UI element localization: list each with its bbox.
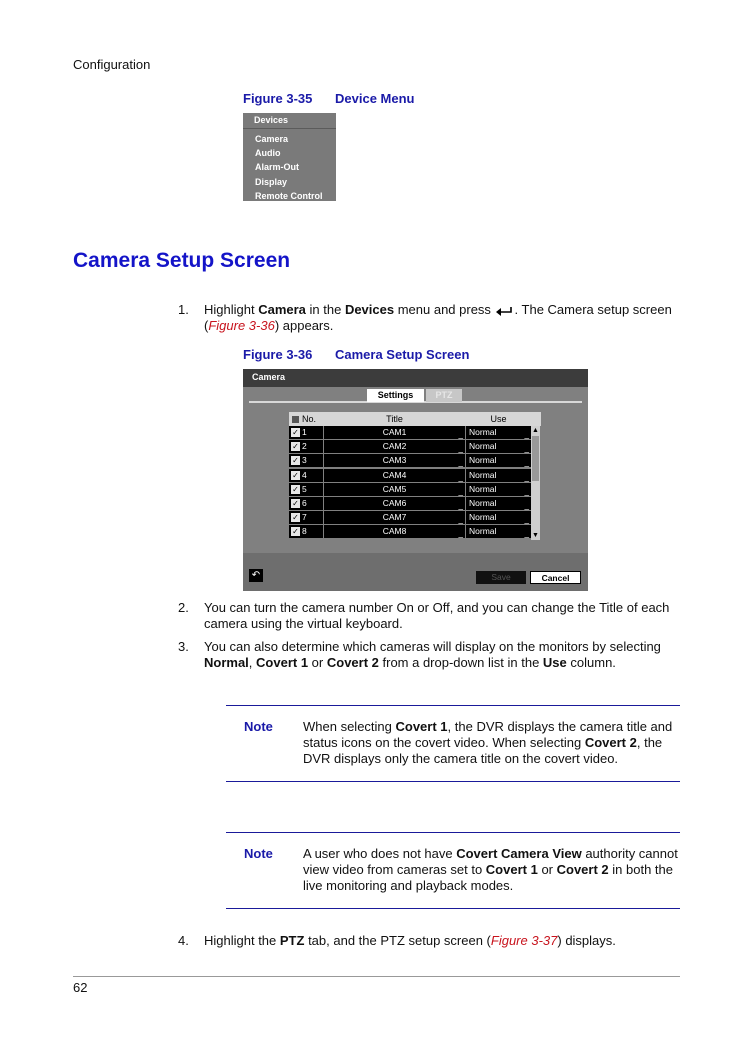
step-2: [178, 600, 688, 634]
bold-text: Covert 1: [256, 655, 309, 670]
bold-text: Devices: [344, 302, 395, 317]
bold-text: Covert 2: [326, 655, 379, 670]
bold-text: Covert 1: [395, 719, 448, 734]
checkbox-icon[interactable]: ✓: [292, 442, 299, 452]
text: A user who does not have: [303, 846, 457, 861]
use-value: Normal: [469, 526, 497, 537]
table-body: [289, 426, 541, 540]
text: menu and press: [394, 302, 495, 317]
step-number: 3.: [178, 639, 189, 654]
text: from a drop-down list in the: [378, 655, 543, 670]
tab-settings[interactable]: Settings: [367, 389, 424, 402]
text: Highlight the: [204, 933, 280, 948]
text: in the: [305, 302, 345, 317]
camera-number-cell[interactable]: [289, 511, 323, 524]
figure-number: Figure 3-35: [243, 91, 313, 106]
camera-title: CAM5: [382, 483, 407, 494]
figure-link[interactable]: Figure 3-37: [490, 933, 558, 948]
table-row[interactable]: [289, 469, 541, 483]
camera-number: 7: [302, 512, 307, 523]
edit-marker-icon: _: [458, 458, 463, 468]
menu-item-remote-control[interactable]: Remote Control: [255, 190, 323, 201]
table-row[interactable]: [289, 511, 541, 525]
note-label: Note: [244, 719, 273, 734]
use-dropdown[interactable]: [466, 454, 531, 467]
note-label: Note: [244, 846, 273, 861]
camera-number-cell[interactable]: [289, 497, 323, 510]
camera-number-cell[interactable]: [289, 483, 323, 496]
camera-title-cell[interactable]: [324, 426, 465, 439]
column-label: No.: [302, 414, 317, 424]
window-titlebar: [243, 369, 588, 387]
back-arrow-icon[interactable]: ↶: [249, 569, 263, 582]
edit-marker-icon: _: [458, 529, 463, 539]
scroll-down-icon[interactable]: ▼: [532, 532, 539, 539]
checkbox-icon[interactable]: ✓: [292, 527, 299, 537]
table-row[interactable]: [289, 483, 541, 497]
tab-ptz[interactable]: PTZ: [426, 389, 462, 402]
use-dropdown[interactable]: [466, 483, 531, 496]
camera-number: 2: [302, 441, 307, 452]
step-text: [204, 933, 684, 949]
dropdown-marker-icon: _: [524, 529, 529, 539]
dropdown-marker-icon: _: [524, 486, 529, 496]
cancel-button[interactable]: Cancel: [530, 571, 581, 584]
camera-title: CAM8: [382, 526, 407, 537]
camera-title-cell[interactable]: [324, 525, 465, 538]
bold-text: Normal: [204, 655, 249, 670]
step-text: [204, 302, 684, 334]
camera-title-cell[interactable]: [324, 497, 465, 510]
scroll-thumb[interactable]: [532, 436, 539, 481]
step-text: You can turn the camera number On or Off, and you can change the Title of each camera using the virtual keyboard.: [204, 600, 670, 631]
use-value: Normal: [469, 427, 497, 437]
camera-title: CAM6: [382, 497, 407, 508]
step-number: 2.: [178, 600, 189, 615]
text: , the DVR displays only the camera title on the covert video.: [303, 735, 663, 766]
use-value: Normal: [469, 483, 497, 494]
text: ) displays.: [557, 933, 616, 948]
text: tab, and the PTZ setup screen (: [304, 933, 491, 948]
edit-marker-icon: _: [458, 500, 463, 510]
note-top-rule: [226, 832, 680, 833]
bold-text: Use: [542, 655, 567, 670]
camera-number-cell[interactable]: [289, 525, 323, 538]
camera-title-cell[interactable]: [324, 440, 465, 453]
text: or: [537, 862, 557, 877]
text: You can also determine which cameras will display on the monitors by selecting: [204, 639, 661, 654]
camera-title: CAM1: [382, 427, 407, 437]
dropdown-marker-icon: _: [524, 500, 529, 510]
edit-marker-icon: _: [458, 472, 463, 482]
save-button[interactable]: Save: [476, 571, 526, 584]
note-top-rule: [226, 705, 680, 706]
bold-text: PTZ: [279, 933, 305, 948]
camera-number-cell[interactable]: [289, 469, 323, 482]
scrollbar[interactable]: [531, 426, 540, 540]
step-number: 1.: [178, 302, 189, 317]
menu-item-display[interactable]: Display: [255, 176, 288, 187]
camera-title-cell[interactable]: [324, 483, 465, 496]
dropdown-marker-icon: _: [524, 430, 529, 439]
camera-title: CAM7: [382, 512, 407, 523]
table-row[interactable]: [289, 426, 541, 440]
use-dropdown[interactable]: [466, 440, 531, 453]
use-dropdown[interactable]: [466, 469, 531, 482]
enter-key-icon: [495, 306, 515, 316]
checkbox-icon[interactable]: ✓: [292, 498, 299, 508]
column-header-title: Title: [324, 412, 465, 426]
text: When selecting: [303, 719, 396, 734]
note-bottom-rule: [226, 908, 680, 909]
camera-title: CAM2: [382, 441, 407, 452]
dropdown-marker-icon: _: [524, 515, 529, 525]
use-value: Normal: [469, 497, 497, 508]
use-value: Normal: [469, 455, 497, 466]
step-number: 4.: [178, 933, 189, 948]
camera-number-cell[interactable]: [289, 426, 323, 439]
table-row[interactable]: [289, 440, 541, 454]
device-menu: [243, 113, 336, 201]
figure-title: Device Menu: [335, 91, 415, 106]
text: or: [308, 655, 327, 670]
dropdown-marker-icon: _: [524, 472, 529, 482]
section-title: Camera Setup Screen: [73, 249, 291, 272]
figure-link[interactable]: Figure 3-36: [208, 318, 275, 333]
text: authority cannot view video from cameras set to: [303, 846, 678, 877]
camera-number: 3: [302, 455, 307, 466]
menu-item-alarm-out[interactable]: Alarm-Out: [255, 162, 300, 173]
note-text: [303, 719, 683, 767]
use-dropdown[interactable]: [466, 511, 531, 524]
bold-text: Camera: [258, 302, 306, 317]
camera-number-cell[interactable]: [289, 440, 323, 453]
text: ,: [248, 655, 257, 670]
running-header: Configuration: [73, 57, 151, 72]
text: column.: [566, 655, 616, 670]
checkbox-icon[interactable]: ✓: [292, 456, 299, 466]
menu-item-camera[interactable]: Camera: [255, 134, 289, 144]
camera-title: CAM3: [382, 455, 407, 466]
page-number: 62: [73, 980, 88, 995]
dropdown-marker-icon: _: [524, 458, 529, 468]
column-header-no[interactable]: [289, 412, 323, 426]
menu-divider: [243, 128, 336, 129]
camera-title: CAM4: [382, 469, 407, 480]
use-value: Normal: [469, 512, 497, 523]
scroll-up-icon[interactable]: ▲: [532, 427, 539, 434]
step-4: [178, 933, 688, 951]
checkbox-icon[interactable]: ✓: [292, 484, 299, 494]
use-value: Normal: [469, 469, 497, 480]
bold-text: Covert 1: [485, 862, 538, 877]
camera-title-cell[interactable]: [324, 454, 465, 467]
step-3: [178, 639, 688, 673]
camera-number-cell[interactable]: [289, 454, 323, 467]
column-header-use: Use: [466, 412, 531, 426]
checkbox-icon[interactable]: ✓: [292, 428, 299, 437]
camera-number: 6: [302, 497, 307, 508]
use-dropdown[interactable]: [466, 525, 531, 538]
step-1: [178, 302, 688, 336]
edit-marker-icon: _: [458, 444, 463, 454]
figure-number: Figure 3-36: [243, 347, 313, 362]
camera-number: 1: [302, 427, 307, 437]
table-row[interactable]: [289, 454, 541, 468]
note-text: [303, 846, 683, 894]
window-title: Camera: [252, 372, 286, 382]
text: , the DVR displays the camera title and status icons on the covert video. When selecting: [303, 719, 673, 750]
bold-text: Covert 2: [556, 862, 609, 877]
text: in both the live monitoring and playback modes.: [303, 862, 673, 893]
edit-marker-icon: _: [458, 486, 463, 496]
figure-caption: [243, 91, 414, 106]
table-header: [289, 412, 541, 426]
text: Highlight: [204, 302, 259, 317]
select-all-checkbox[interactable]: [292, 416, 299, 423]
text: . The Camera setup screen (: [204, 302, 672, 333]
bold-text: Covert 2: [584, 735, 637, 750]
device-menu-title: Devices: [254, 115, 289, 125]
edit-marker-icon: _: [458, 515, 463, 525]
camera-number: 5: [302, 483, 307, 494]
step-text: [204, 639, 684, 671]
menu-item-audio[interactable]: Audio: [255, 148, 281, 159]
use-dropdown[interactable]: [466, 426, 531, 439]
camera-title-cell[interactable]: [324, 511, 465, 524]
checkbox-icon[interactable]: ✓: [292, 513, 299, 523]
camera-title-cell[interactable]: [324, 469, 465, 482]
figure-caption: [243, 347, 469, 362]
use-dropdown[interactable]: [466, 497, 531, 510]
dropdown-marker-icon: _: [524, 444, 529, 454]
bold-text: Covert Camera View: [456, 846, 582, 861]
camera-setup-screen: [243, 369, 588, 591]
use-value: Normal: [469, 441, 497, 452]
table-row[interactable]: [289, 497, 541, 511]
text: ) appears.: [274, 318, 334, 333]
camera-table: [289, 412, 541, 540]
camera-number: 4: [302, 469, 307, 480]
edit-marker-icon: _: [458, 430, 463, 439]
figure-title: Camera Setup Screen: [335, 347, 470, 362]
footer-rule: [73, 976, 680, 977]
note-bottom-rule: [226, 781, 680, 782]
table-row[interactable]: [289, 525, 541, 539]
camera-number: 8: [302, 526, 307, 537]
checkbox-icon[interactable]: ✓: [292, 470, 299, 480]
